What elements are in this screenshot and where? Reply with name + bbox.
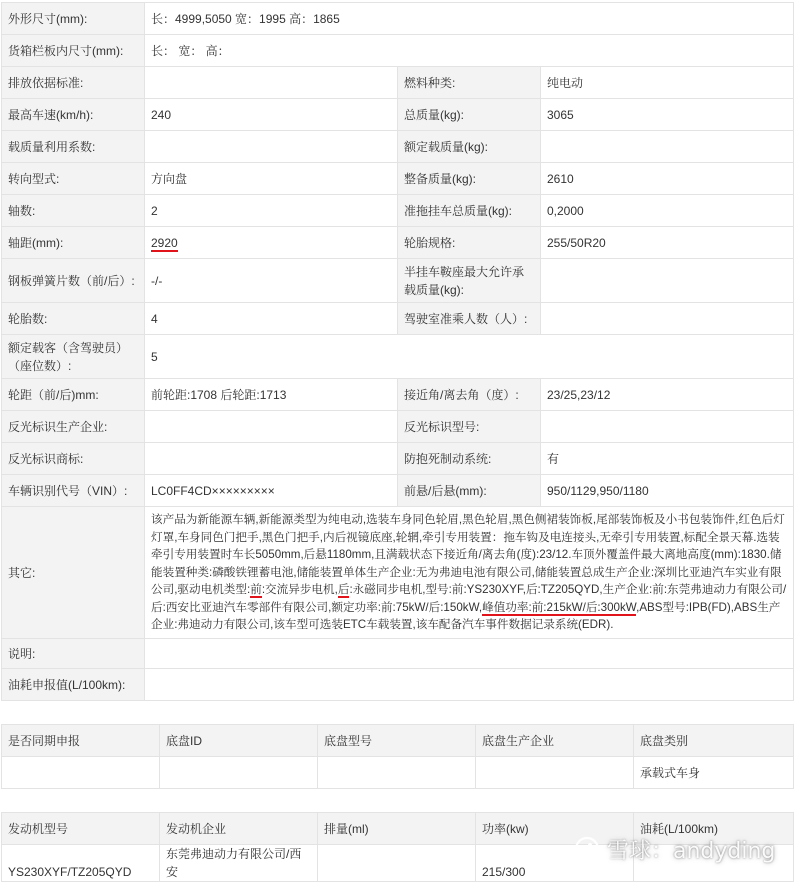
label-track-width: 轮距（前/后)mm: <box>2 379 145 411</box>
label-overhang: 前悬/后悬(mm): <box>398 475 541 507</box>
engine-header-fuel: 油耗(L/100km) <box>634 813 794 845</box>
chassis-table <box>1 724 794 789</box>
other-text-part: ,ABS型号:IPB(FD),ABS生产企业:弗迪动力有限公司,该车型可选装ETC车载装置,该车配备汽车事件数据记录系统(EDR). <box>151 600 781 632</box>
label-leaf-springs: 钢板弹簧片数（前/后）: <box>2 259 145 303</box>
engine-power: 215/300 <box>476 845 634 882</box>
spec-row <box>2 475 794 507</box>
spec-row <box>2 303 794 335</box>
label-reflector-model: 反光标识型号: <box>398 411 541 443</box>
spec-row <box>2 131 794 163</box>
value-leaf-springs: -/- <box>145 259 398 303</box>
chassis-header-id: 底盘ID <box>160 725 318 757</box>
engine-model: YS230XYF/TZ205QYD <box>2 845 160 882</box>
label-tire-spec: 轮胎规格: <box>398 227 541 259</box>
value-approach-departure: 23/25,23/12 <box>541 379 794 411</box>
value-abs: 有 <box>541 443 794 475</box>
chassis-type: 承载式车身 <box>634 757 794 789</box>
chassis-header-maker: 底盘生产企业 <box>476 725 634 757</box>
engine-maker: 东莞弗迪动力有限公司/西安 <box>160 845 318 882</box>
spec-row <box>2 379 794 411</box>
label-abs: 防抱死制动系统: <box>398 443 541 475</box>
value-cab-occupants <box>541 303 794 335</box>
chassis-header-row <box>2 725 794 757</box>
value-overhang: 950/1129,950/1180 <box>541 475 794 507</box>
spec-row <box>2 411 794 443</box>
table-row <box>2 757 794 789</box>
value-track-width: 前轮距:1708 后轮距:1713 <box>145 379 398 411</box>
other-text-part: 该产品为新能源车辆,新能源类型为纯电动,选装车身同色轮眉,黑色轮眉,黑色侧裙装饰板,尾部装饰板及小书包装饰件,红色后灯灯罩,车身同色门把手,黑色门把手,内后视镜底座,轮辋,牵引专用装置：拖车钩及电连接头,无牵引专用装置,标配全景天幕.选装牵引专用装置时车长5050mm,后悬1180mm,且满载状态下接近角/离去角(度):23/12.车顶外覆盖件最大离地高度(mm):1830.储能装置种类:磷酸铁锂蓄电池,储能装置单体生产企业:无为弗迪电池有限公司,储能装置总成生产企业:深圳比亚迪汽车实业有限公司,驱动电机类型: <box>151 513 785 597</box>
label-trailer-mass: 准拖挂车总质量(kg): <box>398 195 541 227</box>
value-fuel-type: 纯电动 <box>541 67 794 99</box>
value-load-utilization <box>145 131 398 163</box>
value-fuel-consumption <box>145 669 794 701</box>
value-vin: LC0FF4CD××××××××× <box>145 475 398 507</box>
chassis-header-model: 底盘型号 <box>318 725 476 757</box>
chassis-sync <box>2 757 160 789</box>
engine-header-power: 功率(kw) <box>476 813 634 845</box>
label-description: 说明: <box>2 639 145 669</box>
engine-header-maker: 发动机企业 <box>160 813 318 845</box>
value-rated-load <box>541 131 794 163</box>
value-reflector-brand <box>145 443 398 475</box>
label-load-utilization: 载质量利用系数: <box>2 131 145 163</box>
spec-row <box>2 443 794 475</box>
label-rated-seats: 额定载客（含驾驶员）（座位数）: <box>2 335 145 379</box>
value-reflector-model <box>541 411 794 443</box>
value-emission-standard <box>145 67 398 99</box>
value-cargo-box: 长： 宽： 高： <box>145 35 794 67</box>
label-cab-occupants: 驾驶室准乘人数（人）: <box>398 303 541 335</box>
label-cargo-box: 货箱栏板内尺寸(mm): <box>2 35 145 67</box>
label-wheelbase: 轴距(mm): <box>2 227 145 259</box>
label-axles: 轴数: <box>2 195 145 227</box>
label-max-speed: 最高车速(km/h): <box>2 99 145 131</box>
chassis-model <box>318 757 476 789</box>
label-fuel-type: 燃料种类: <box>398 67 541 99</box>
value-other <box>145 507 794 639</box>
spec-row <box>2 259 794 303</box>
label-tire-count: 轮胎数: <box>2 303 145 335</box>
chassis-id <box>160 757 318 789</box>
value-tire-count: 4 <box>145 303 398 335</box>
spec-row <box>2 163 794 195</box>
highlight-rear: 后 <box>337 583 350 597</box>
spec-row <box>2 99 794 131</box>
vehicle-spec-table <box>1 2 794 701</box>
highlight-front: 前 <box>250 583 262 597</box>
label-rated-load: 额定载质量(kg): <box>398 131 541 163</box>
chassis-maker <box>476 757 634 789</box>
spec-row-other <box>2 507 794 639</box>
spec-row-fuel <box>2 669 794 701</box>
other-text-part: :永磁同步电机,型号:前:YS230XYF,后:TZ205QYD,生产企业:前:东莞弗迪动力有限公司/后:西安比亚迪汽车零部件有限公司,额定功率:前:75kW/后:150kW, <box>151 583 787 614</box>
value-total-mass: 3065 <box>541 99 794 131</box>
watermark <box>573 832 783 866</box>
label-reflector-maker: 反光标识生产企业: <box>2 411 145 443</box>
label-other: 其它: <box>2 507 145 639</box>
watermark-text: 雪球：andyding <box>607 838 776 864</box>
label-total-mass: 总质量(kg): <box>398 99 541 131</box>
highlight-peak-power: 峰值功率:前:215kW/后:300kW <box>482 600 637 614</box>
spec-row <box>2 195 794 227</box>
spec-row-dimensions <box>2 3 794 35</box>
engine-displacement <box>318 845 476 882</box>
label-emission-standard: 排放依据标准: <box>2 67 145 99</box>
label-approach-departure: 接近角/离去角（度）: <box>398 379 541 411</box>
spec-row-seats <box>2 335 794 379</box>
label-reflector-brand: 反光标识商标: <box>2 443 145 475</box>
value-description <box>145 639 794 669</box>
value-trailer-mass: 0,2000 <box>541 195 794 227</box>
spec-row-description <box>2 639 794 669</box>
label-fuel-consumption: 油耗申报值(L/100km): <box>2 669 145 701</box>
value-steering: 方向盘 <box>145 163 398 195</box>
value-curb-mass: 2610 <box>541 163 794 195</box>
label-vin: 车辆识别代号（VIN）: <box>2 475 145 507</box>
snowball-logo-icon <box>573 835 601 863</box>
label-dimensions: 外形尺寸(mm): <box>2 3 145 35</box>
value-max-speed: 240 <box>145 99 398 131</box>
value-wheelbase: 2920 <box>151 235 178 250</box>
value-reflector-maker <box>145 411 398 443</box>
value-rated-seats: 5 <box>145 335 794 379</box>
chassis-header-type: 底盘类别 <box>634 725 794 757</box>
spec-row-cargo-box <box>2 35 794 67</box>
label-saddle-load: 半挂车鞍座最大允许承载质量(kg): <box>398 259 541 303</box>
spec-row <box>2 227 794 259</box>
value-wheelbase-cell <box>145 227 398 259</box>
engine-header-displacement: 排量(ml) <box>318 813 476 845</box>
spec-row <box>2 67 794 99</box>
value-saddle-load <box>541 259 794 303</box>
value-axles: 2 <box>145 195 398 227</box>
engine-header-model: 发动机型号 <box>2 813 160 845</box>
chassis-header-sync: 是否同期申报 <box>2 725 160 757</box>
value-tire-spec: 255/50R20 <box>541 227 794 259</box>
label-steering: 转向型式: <box>2 163 145 195</box>
value-dimensions: 长：4999,5050 宽：1995 高：1865 <box>145 3 794 35</box>
label-curb-mass: 整备质量(kg): <box>398 163 541 195</box>
other-text-part: :交流异步电机, <box>261 583 338 597</box>
